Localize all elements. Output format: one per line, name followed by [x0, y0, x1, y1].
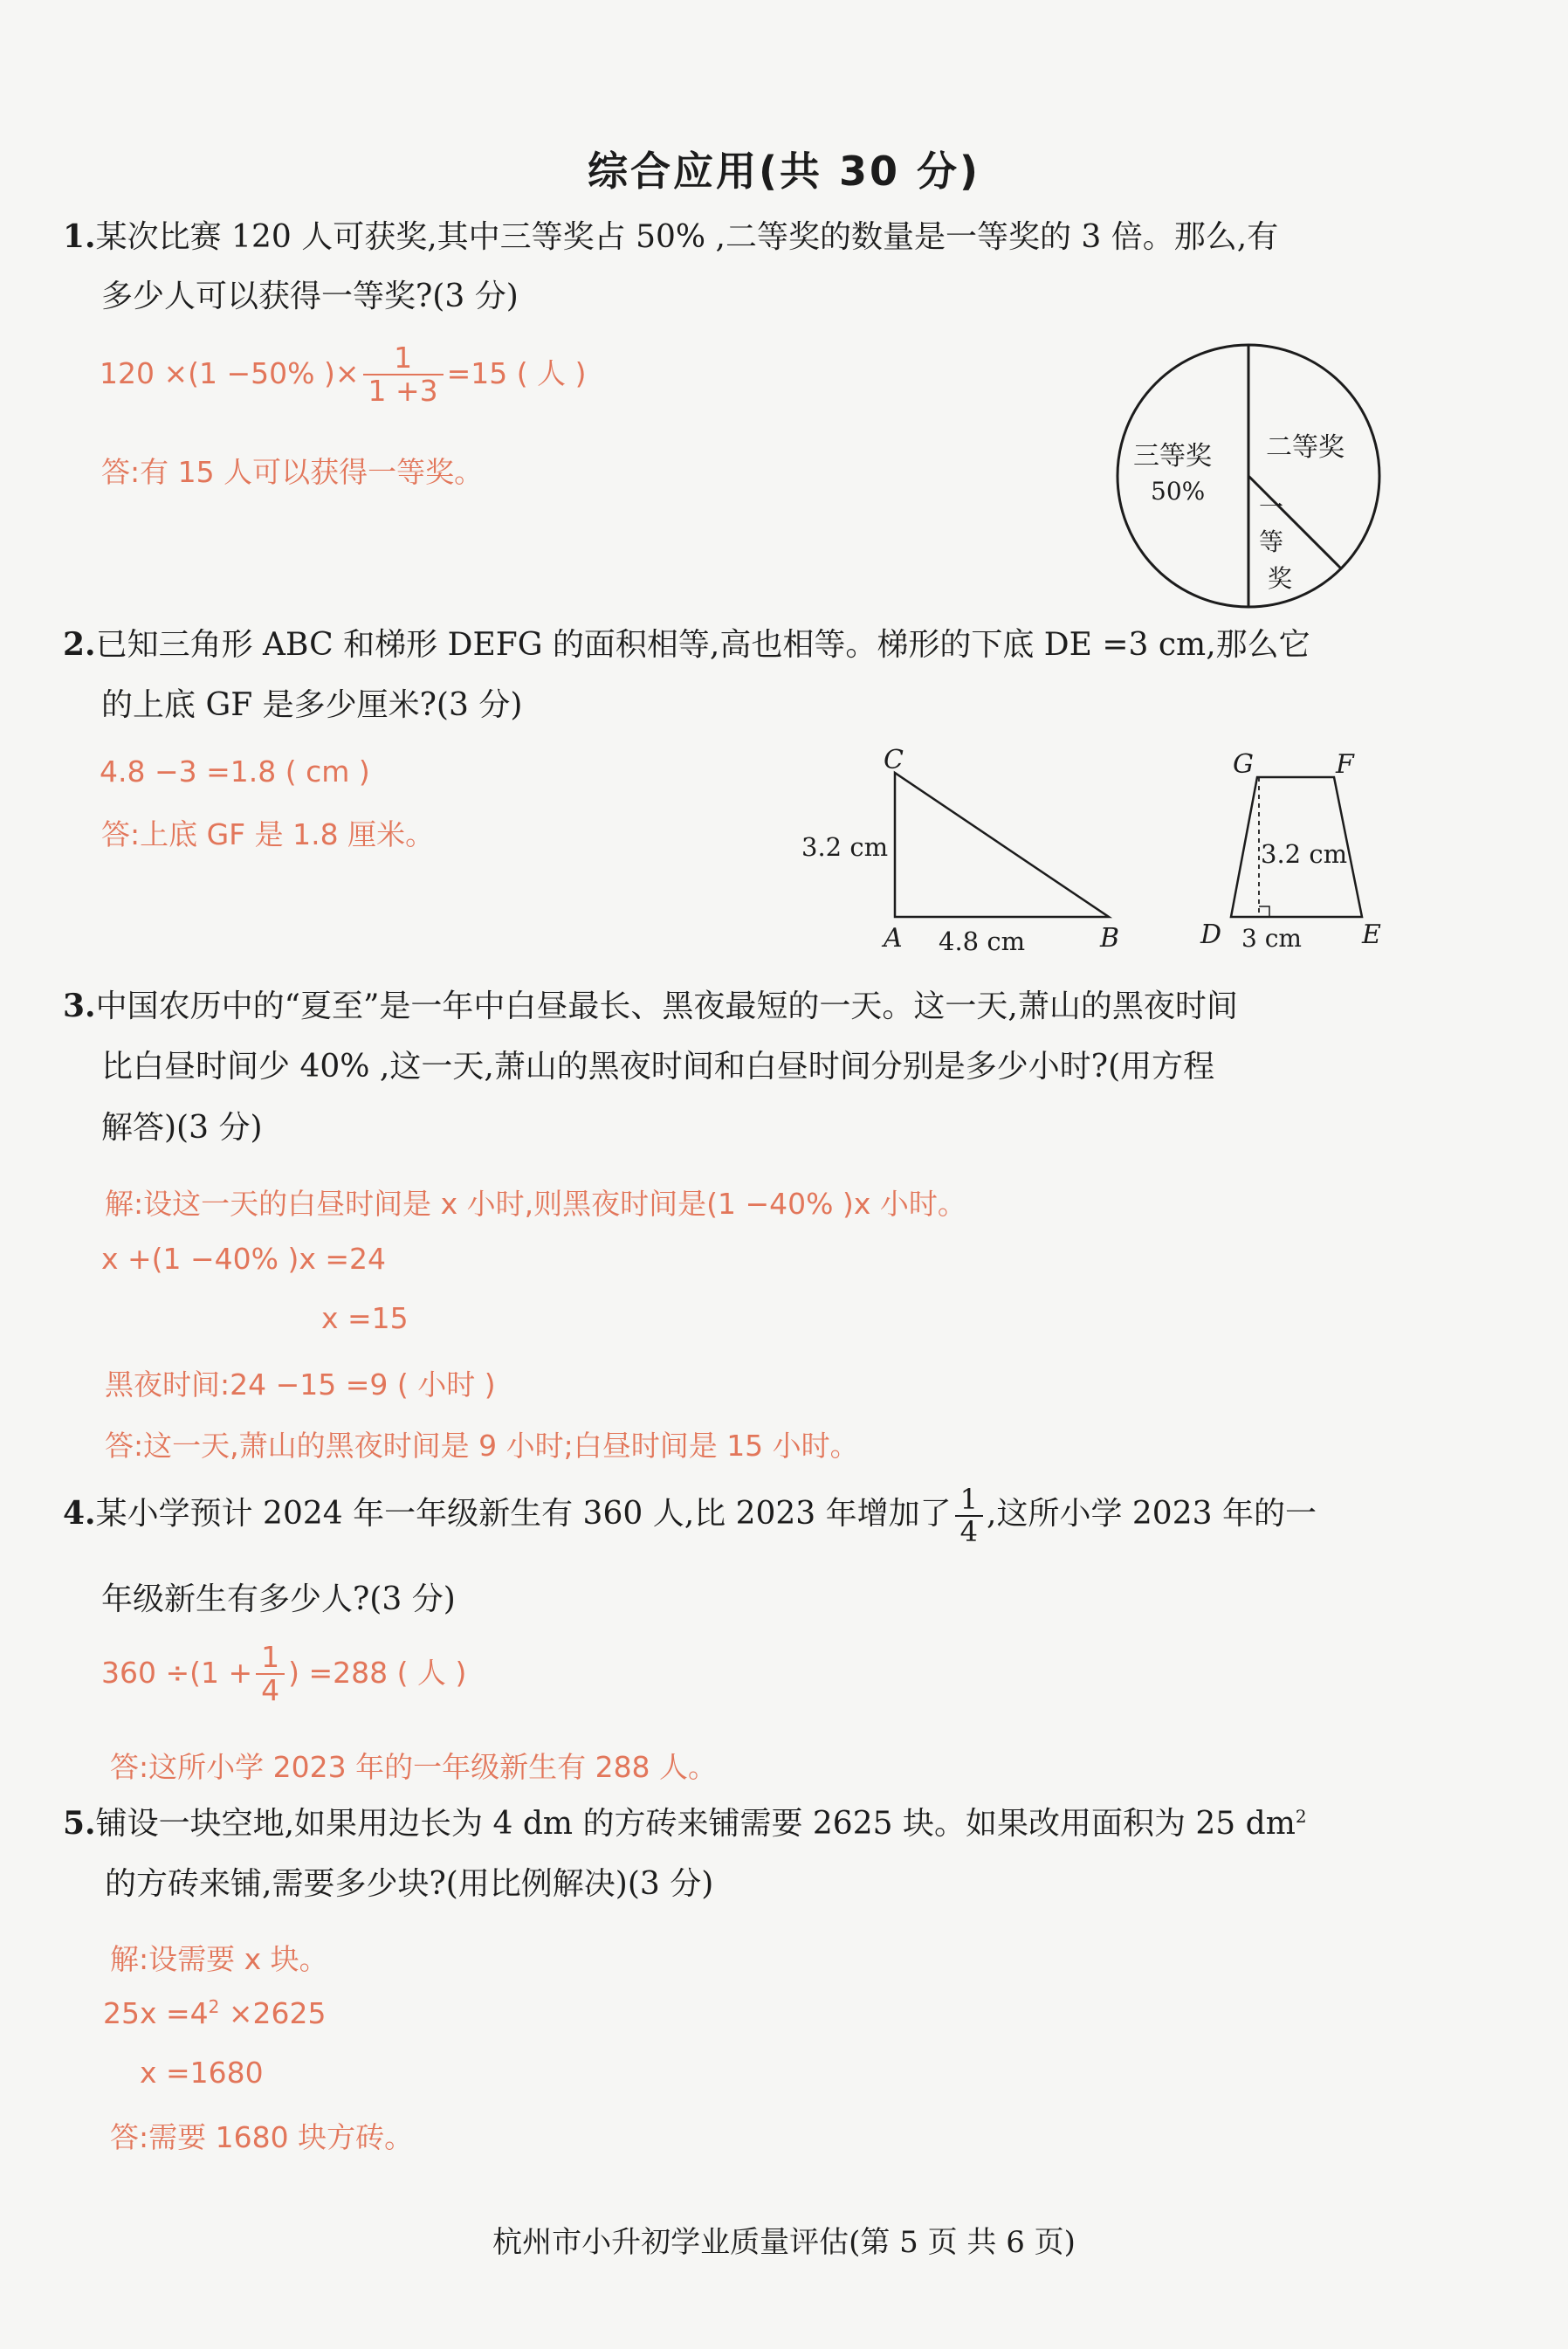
question-1-text-2: 多少人可以获得一等奖?(3 分) [101, 279, 519, 314]
trapezoid-label-e: E [1362, 920, 1381, 950]
q5-answer-conclusion: 答:需要 1680 块方砖。 [110, 2120, 414, 2154]
question-5-sup: 2 [1295, 1806, 1307, 1827]
q4-q-frac-den: 4 [959, 1515, 979, 1549]
question-5-text-1: 铺设一块空地,如果用边长为 4 dm 的方砖来铺需要 2625 块。如果改用面积为 25 dm [95, 1806, 1296, 1842]
q1-frac-num: 1 [363, 342, 444, 375]
prize-pie-chart [1109, 341, 1397, 620]
q5-answer-setup: 解:设需要 x 块。 [110, 1942, 328, 1976]
trapezoid-height-label: 3.2 cm [1261, 839, 1348, 869]
triangle-label-a: A [884, 923, 903, 954]
q1-frac-den: 1 +3 [368, 374, 438, 409]
question-3-text-3: 解答)(3 分) [101, 1110, 263, 1146]
triangle-base-label: 4.8 cm [939, 927, 1026, 956]
pie-second-prize-label: 二等奖 [1266, 432, 1344, 463]
pie-third-prize-pct: 50% [1151, 477, 1206, 506]
question-5-line-1 [63, 1805, 1307, 1842]
question-4-line-1 [63, 1484, 1317, 1547]
q4-answer-conclusion: 答:这所小学 2023 年的一年级新生有 288 人。 [110, 1750, 718, 1784]
q4-expr-post: ) =288 ( 人 ) [288, 1655, 467, 1690]
q1-answer-conclusion: 答:有 15 人可以获得一等奖。 [101, 455, 484, 489]
question-3-text-1: 中国农历中的“夏至”是一年中白昼最长、黑夜最短的一天。这一天,萧山的黑夜时间 [95, 989, 1238, 1024]
q4-a-frac-den: 4 [261, 1673, 280, 1708]
question-2-number: 2. [63, 626, 96, 663]
question-1-text-1: 某次比赛 120 人可获奖,其中三等奖占 50% ,二等奖的数量是一等奖的 3 倍。那么,有 [95, 219, 1279, 255]
triangle-abc-diagram [786, 742, 1135, 961]
trapezoid-label-g: G [1233, 749, 1254, 780]
q5-answer-equation-1 [103, 1996, 327, 2030]
q2-answer-conclusion: 答:上底 GF 是 1.8 厘米。 [101, 817, 435, 851]
question-4-text-1-post: ,这所小学 2023 年的一 [987, 1496, 1317, 1533]
triangle-height-label: 3.2 cm [801, 832, 889, 862]
q3-answer-equation-1: x +(1 −40% )x =24 [101, 1242, 387, 1276]
q5-eq1-post: ×2625 [219, 1996, 327, 2030]
right-angle-mark [1259, 906, 1269, 917]
q3-answer-night: 黑夜时间:24 −15 =9 ( 小时 ) [105, 1367, 496, 1402]
q2-answer-expression: 4.8 −3 =1.8 ( cm ) [100, 754, 370, 789]
question-2-line-1 [63, 626, 1310, 663]
q3-answer-setup: 解:设这一天的白昼时间是 x 小时,则黑夜时间是(1 −40% )x 小时。 [105, 1187, 966, 1221]
trapezoid-label-d: D [1200, 920, 1222, 950]
page-footer: 杭州市小升初学业质量评估(第 5 页 共 6 页) [492, 2225, 1076, 2260]
pie-first-prize-char-3: 奖 [1268, 564, 1293, 593]
pie-first-prize-char-1: 一 [1259, 493, 1284, 521]
q5-answer-equation-2: x =1680 [140, 2056, 264, 2090]
trapezoid-defg-diagram [1187, 742, 1406, 961]
pie-third-prize-label: 三等奖 [1133, 441, 1212, 472]
q4-question-fraction [955, 1484, 983, 1547]
q3-answer-conclusion: 答:这一天,萧山的黑夜时间是 9 小时;白昼时间是 15 小时。 [105, 1429, 859, 1463]
q4-q-frac-num: 1 [955, 1484, 983, 1517]
q1-fraction [363, 342, 444, 408]
section-title: 综合应用(共 30 分) [587, 148, 981, 195]
trapezoid-base-label: 3 cm [1241, 924, 1302, 953]
question-4-number: 4. [63, 1495, 96, 1533]
q3-answer-equation-2: x =15 [321, 1301, 409, 1335]
trapezoid-label-f: F [1336, 749, 1354, 780]
question-4-text-1-pre: 某小学预计 2024 年一年级新生有 360 人,比 2023 年增加了 [95, 1496, 952, 1533]
q4-a-frac-num: 1 [256, 1642, 285, 1675]
q1-expr-post: =15 ( 人 ) [446, 355, 587, 390]
triangle-abc [895, 773, 1109, 917]
triangle-label-b: B [1100, 923, 1120, 954]
q4-answer-fraction [256, 1642, 285, 1707]
question-3-line-1 [63, 990, 1238, 1023]
question-2-text-2: 的上底 GF 是多少厘米?(3 分) [101, 687, 523, 723]
question-5-text-2: 的方砖来铺,需要多少块?(用比例解决)(3 分) [105, 1866, 714, 1902]
question-1-number: 1. [63, 218, 96, 255]
question-3-text-2: 比白昼时间少 40% ,这一天,萧山的黑夜时间和白昼时间分别是多少小时?(用方程 [101, 1049, 1215, 1085]
question-3-number: 3. [63, 988, 96, 1024]
question-4-text-2: 年级新生有多少人?(3 分) [101, 1581, 456, 1617]
q5-eq1-pre: 25x =4 [103, 1996, 209, 2030]
q5-eq1-sup: 2 [208, 1996, 220, 2017]
pie-first-prize-char-2: 等 [1259, 527, 1284, 556]
q1-expr-pre: 120 ×(1 −50% )× [100, 355, 360, 390]
triangle-label-c: C [884, 745, 904, 775]
q4-answer-expression [101, 1642, 466, 1707]
question-5-number: 5. [63, 1805, 96, 1842]
question-1-line-1 [63, 218, 1279, 255]
question-2-text-1: 已知三角形 ABC 和梯形 DEFG 的面积相等,高也相等。梯形的下底 DE =3 cm,那么它 [95, 627, 1310, 663]
q1-answer-expression [100, 342, 587, 408]
q4-expr-pre: 360 ÷(1 + [101, 1655, 253, 1690]
